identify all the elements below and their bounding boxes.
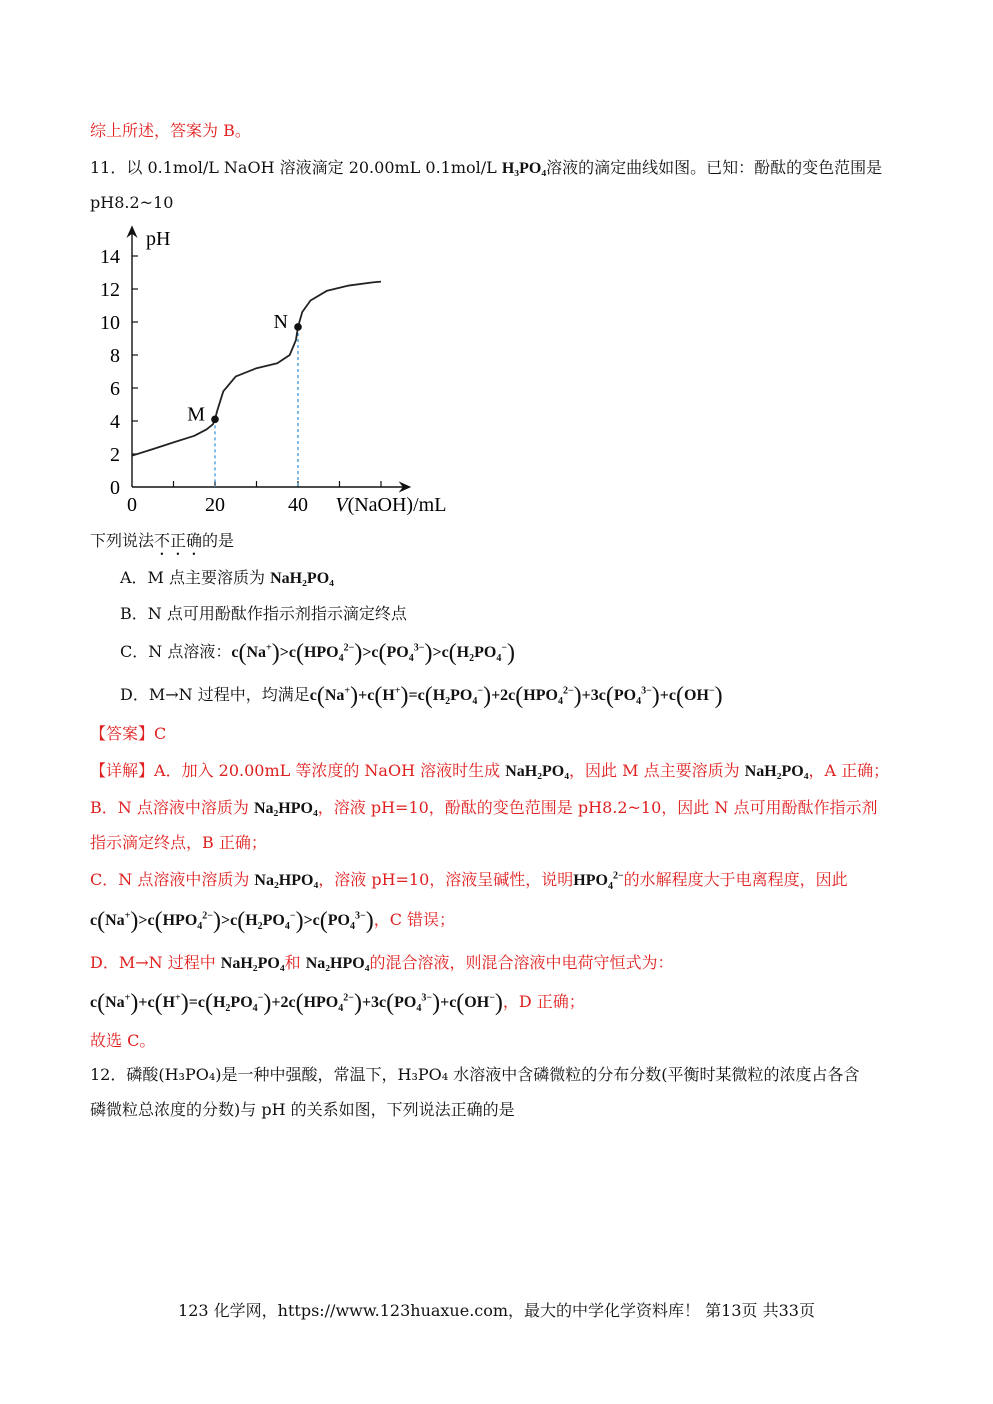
chart-guides bbox=[215, 327, 298, 487]
point-label-n: N bbox=[273, 310, 288, 333]
y-tick-label: 12 bbox=[100, 279, 120, 301]
x-axis-label: V(NaOH)/mL bbox=[335, 494, 447, 515]
detail-a-formula1: NaH₂PO₄ bbox=[505, 763, 570, 780]
option-d-text: D．M→N 过程中，均满足 bbox=[120, 685, 310, 704]
detail-c-formula: Na₂HPO₄ bbox=[254, 872, 319, 889]
y-tick-label: 4 bbox=[110, 411, 120, 433]
detail-d-formula2: Na₂HPO₄ bbox=[305, 955, 370, 972]
page-footer: 123 化学网，https://www.123huaxue.com，最大的中学化学资料库！ 第13页 共33页 bbox=[178, 1301, 815, 1320]
detail-d-formula1: NaH₂PO₄ bbox=[220, 955, 285, 972]
answer-line bbox=[90, 723, 166, 745]
y-tick-label: 10 bbox=[100, 312, 120, 334]
option-a-formula: NaH₂PO₄ bbox=[270, 570, 334, 587]
chart-axes bbox=[132, 231, 406, 487]
y-tick-label: 14 bbox=[100, 246, 120, 268]
titration-chart bbox=[90, 225, 470, 515]
detail-d-3: ，D 正确； bbox=[502, 992, 585, 1011]
detail-b bbox=[90, 797, 877, 820]
conclusion: 故选 C。 bbox=[90, 1031, 156, 1050]
detail-b-1: B．N 点溶液中溶质为 bbox=[90, 798, 254, 817]
x-tick-label: 20 bbox=[205, 494, 225, 515]
detail-b-2: ，溶液 pH=10，酚酞的变色范围是 pH8.2~10，因此 N 点可用酚酞作指示剂 bbox=[317, 798, 878, 817]
detail-a bbox=[90, 760, 889, 783]
detail-a-3: ，A 正确； bbox=[808, 761, 890, 780]
option-b: B．N 点可用酚酞作指示剂指示滴定终点 bbox=[120, 604, 407, 623]
point-label-m: M bbox=[187, 403, 205, 426]
q11-prompt-emph: 不正确 bbox=[154, 531, 203, 550]
detail-a-2: ，因此 M 点主要溶质为 bbox=[569, 761, 745, 780]
detail-label: 【详解】 bbox=[90, 761, 155, 780]
y-axis-label: pH bbox=[146, 228, 171, 250]
q12-line2: 磷微粒总浓度的分数)与 pH 的关系如图，下列说法正确的是 bbox=[90, 1100, 515, 1119]
q11-prompt bbox=[90, 530, 234, 559]
option-c-expression: $c(Na^+)>c(HPO_4^{2-})>c(PO_4^{3-})>c(H_2PO_4^-)$ bbox=[231, 640, 516, 666]
q11-prompt-b: 的是 bbox=[202, 531, 235, 550]
y-tick-label: 0 bbox=[110, 477, 120, 499]
x-tick-label: 40 bbox=[288, 494, 308, 515]
detail-d-2: 的混合溶液，则混合溶液中电荷守恒式为： bbox=[369, 953, 674, 972]
detail-c-3: 的水解程度大于电离程度，因此 bbox=[623, 870, 848, 889]
answer-label: 【答案】 bbox=[90, 724, 155, 743]
detail-c-expression: $c(Na^+)>c(HPO_4^{2-})>c(H_2PO_4^-)>c(PO_4^{3-})$ bbox=[90, 908, 374, 934]
q11-prompt-a: 下列说法 bbox=[90, 531, 155, 550]
detail-c bbox=[90, 869, 848, 892]
option-d bbox=[120, 684, 723, 707]
y-tick-label: 8 bbox=[110, 345, 120, 367]
detail-d-expression-line bbox=[90, 991, 585, 1014]
detail-a-formula2: NaH₂PO₄ bbox=[744, 763, 809, 780]
detail-d-and: 和 bbox=[284, 953, 306, 972]
q11-stem-line2: pH8.2~10 bbox=[90, 193, 174, 212]
option-a-text: A．M 点主要溶质为 bbox=[120, 568, 271, 587]
detail-c-expression-line bbox=[90, 909, 455, 932]
option-a bbox=[120, 567, 334, 590]
summary-line: 综上所述，答案为 B。 bbox=[90, 121, 251, 140]
detail-c-4: ，C 错误； bbox=[373, 910, 456, 929]
detail-c-1: C．N 点溶液中溶质为 bbox=[90, 870, 255, 889]
detail-d bbox=[90, 952, 674, 975]
q11-stem-formula: H₃PO₄ bbox=[501, 160, 547, 177]
point-n bbox=[294, 323, 302, 331]
chart-ticks bbox=[100, 246, 381, 515]
answer-value: C bbox=[154, 724, 167, 743]
option-c-text: C．N 点溶液： bbox=[120, 642, 232, 661]
detail-d-1: D．M→N 过程中 bbox=[90, 953, 221, 972]
option-c bbox=[120, 641, 515, 664]
point-m bbox=[211, 416, 219, 424]
option-d-expression: $c(Na^+)+c(H^+)=c(H_2PO_4^-)+2c(HPO_4^{2-})+3c(PO_4^{3-})+c(OH^-)$ bbox=[309, 683, 723, 709]
detail-b-cont: 指示滴定终点，B 正确； bbox=[90, 833, 267, 852]
detail-a-1: A．加入 20.00mL 等浓度的 NaOH 溶液时生成 bbox=[154, 761, 506, 780]
y-tick-label: 2 bbox=[110, 444, 120, 466]
detail-c-2: ，溶液 pH=10，溶液呈碱性，说明 bbox=[318, 870, 574, 889]
detail-d-expression: $c(Na^+)+c(H^+)=c(H_2PO_4^-)+2c(HPO_4^{2-})+3c(PO_4^{3-})+c(OH^-)$ bbox=[90, 990, 503, 1016]
detail-b-formula: Na₂HPO₄ bbox=[253, 800, 318, 817]
y-tick-label: 6 bbox=[110, 378, 120, 400]
q11-stem-a: 11．以 0.1mol/L NaOH 溶液滴定 20.00mL 0.1mol/L bbox=[90, 158, 502, 177]
x-tick-label: 0 bbox=[127, 494, 137, 515]
q11-stem-line1 bbox=[90, 157, 882, 180]
detail-c-hpo4: $HPO_4^{2-}$ bbox=[573, 870, 624, 893]
q12-line1: 12．磷酸(H₃PO₄)是一种中强酸，常温下，H₃PO₄ 水溶液中含磷微粒的分布分数(平衡时某微粒的浓度占各含 bbox=[90, 1065, 860, 1084]
q11-stem-b: 溶液的滴定曲线如图。已知：酚酞的变色范围是 bbox=[546, 158, 883, 177]
titration-curve bbox=[132, 282, 381, 456]
